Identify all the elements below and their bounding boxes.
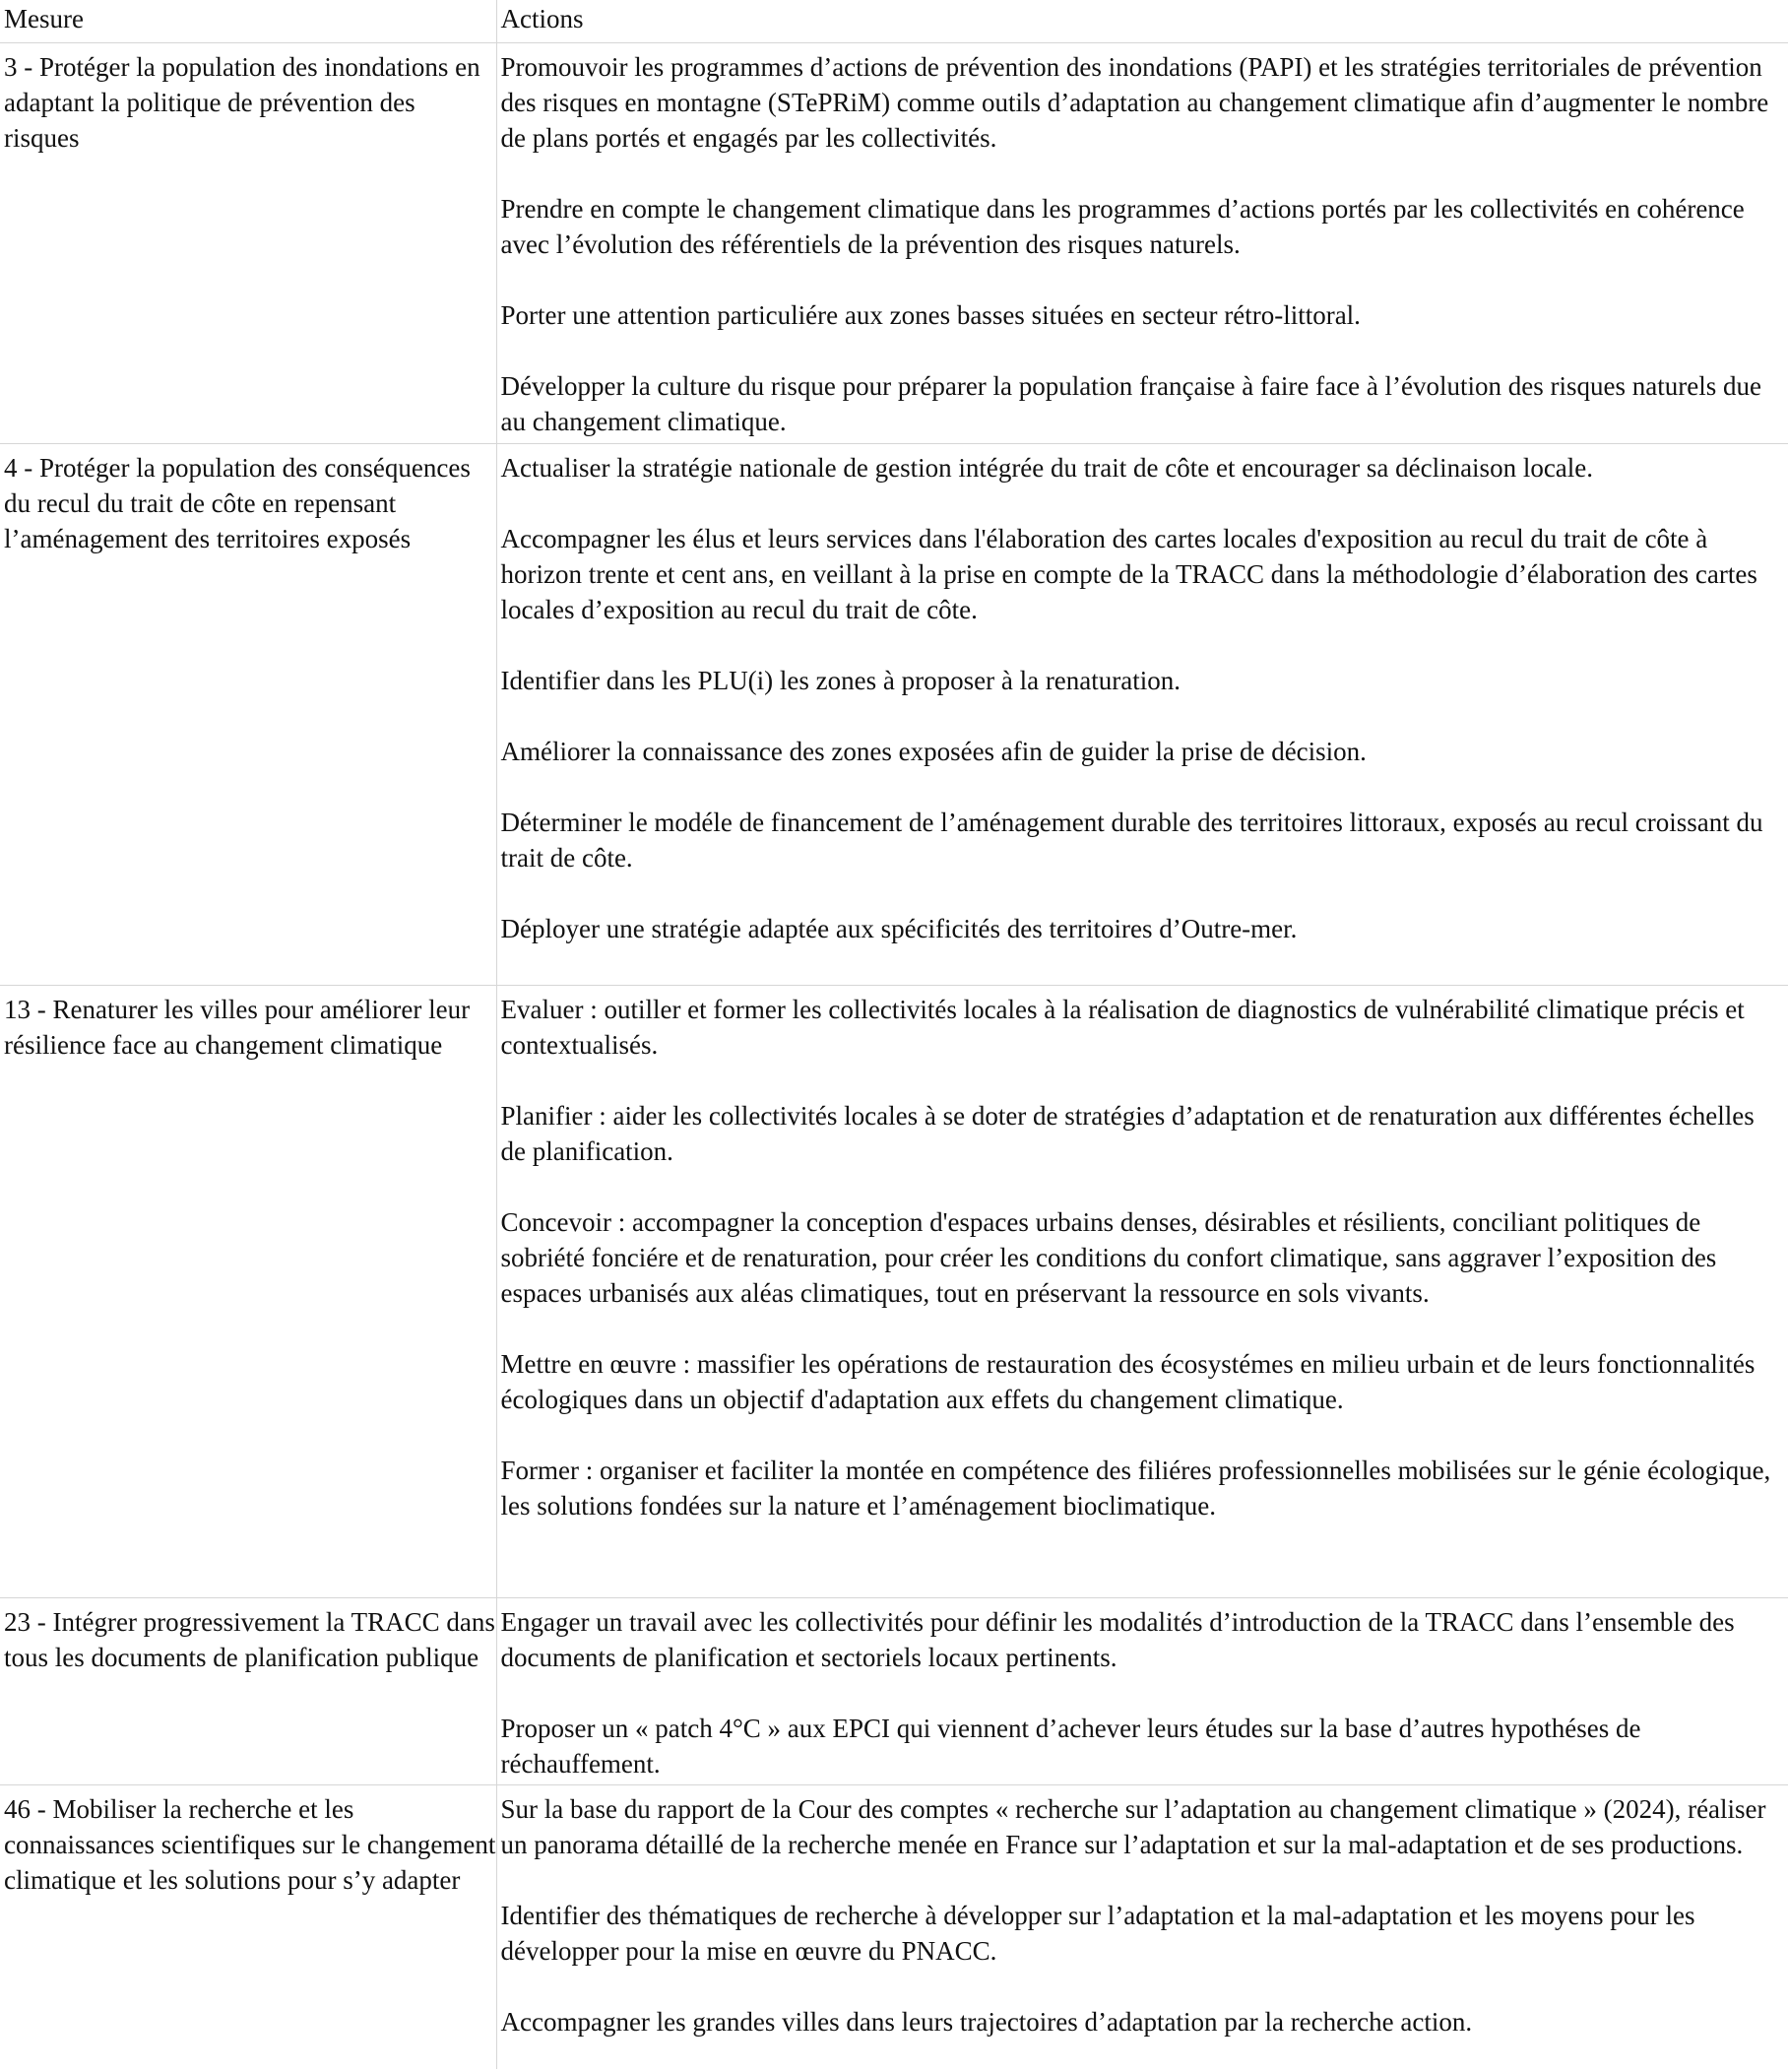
action-item: Prendre en compte le changement climatique dans les programmes d’actions portés par les collectivités en cohérence avec l’évolution des référentiels de la prévention des risques naturels. [500,194,1745,259]
action-item: Actualiser la stratégie nationale de gestion intégrée du trait de côte et encourager sa déclinaison locale. [500,453,1594,483]
header-actions: Actions [496,0,1788,43]
action-item: Concevoir : accompagner la conception d'espaces urbains denses, désirables et résilients, conciliant politiques de sobriété fonciére et de renaturation, pour créer les conditions du confort climatique, sans aggraver l’exposition des espaces urbanisés aux aléas climatiques, tout en préservant la ressource en sols vivants. [500,1207,1717,1308]
header-mesure: Mesure [0,0,496,43]
action-item: Déployer une stratégie adaptée aux spécificités des territoires d’Outre-mer. [500,914,1298,943]
mesure-cell: 46 - Mobiliser la recherche et les connaissances scientifiques sur le changement climatique et les solutions pour s’y adapter [0,1785,496,2069]
table-row [0,43,1788,444]
mesure-cell: 13 - Renaturer les villes pour améliorer leur résilience face au changement climatique [0,986,496,1598]
table-row [0,1785,1788,2069]
table-row [0,444,1788,986]
action-item: Planifier : aider les collectivités locales à se doter de stratégies d’adaptation et de renaturation aux différentes échelles de planification. [500,1101,1755,1166]
actions-cell [496,1598,1788,1785]
table-body [0,43,1788,2069]
actions-cell [496,1785,1788,2069]
action-item: Améliorer la connaissance des zones exposées afin de guider la prise de décision. [500,737,1367,766]
action-item: Evaluer : outiller et former les collectivités locales à la réalisation de diagnostics de vulnérabilité climatique précis et contextualisés. [500,995,1745,1060]
actions-cell [496,444,1788,986]
action-item: Accompagner les élus et leurs services dans l'élaboration des cartes locales d'exposition au recul du trait de côte à horizon trente et cent ans, en veillant à la prise en compte de la TRACC dans la méthodologie d’élaboration des cartes locales d’exposition au recul du trait de côte. [500,524,1757,624]
table-header [0,0,1788,43]
action-item: Déterminer le modéle de financement de l’aménagement durable des territoires littoraux, exposés au recul croissant du trait de côte. [500,808,1763,873]
mesure-cell: 3 - Protéger la population des inondations en adaptant la politique de prévention des risques [0,43,496,444]
action-item: Mettre en œuvre : massifier les opérations de restauration des écosystémes en milieu urbain et de leurs fonctionnalités écologiques dans un objectif d'adaptation aux effets du changement climatique. [500,1349,1756,1414]
action-item: Promouvoir les programmes d’actions de prévention des inondations (PAPI) et les stratégies territoriales de prévention des risques en montagne (STePRiM) comme outils d’adaptation au changement climatique afin d’augmenter le nombre de plans portés et engagés par les collectivités. [500,52,1769,153]
action-item: Identifier des thématiques de recherche à développer sur l’adaptation et la mal-adaptation et les moyens pour les développer pour la mise en œuvre du PNACC. [500,1901,1695,1966]
action-item: Engager un travail avec les collectivités pour définir les modalités d’introduction de la TRACC dans l’ensemble des documents de planification et sectoriels locaux pertinents. [500,1607,1735,1672]
mesure-cell: 23 - Intégrer progressivement la TRACC dans tous les documents de planification publique [0,1598,496,1785]
table-row [0,1598,1788,1785]
header-row [0,0,1788,43]
actions-cell [496,43,1788,444]
table-row [0,986,1788,1598]
action-item: Sur la base du rapport de la Cour des comptes « recherche sur l’adaptation au changement climatique » (2024), réaliser un panorama détaillé de la recherche menée en France sur l’adaptation et sur la mal-adaptation et de ses productions. [500,1794,1766,1859]
action-item: Proposer un « patch 4°C » aux EPCI qui viennent d’achever leurs études sur la base d’autres hypothéses de réchauffement. [500,1714,1641,1779]
mesure-cell: 4 - Protéger la population des conséquences du recul du trait de côte en repensant l’aménagement des territoires exposés [0,444,496,986]
action-item: Porter une attention particuliére aux zones basses situées en secteur rétro-littoral. [500,300,1361,330]
action-item: Former : organiser et faciliter la montée en compétence des filiéres professionnelles mobilisées sur le génie écologique, les solutions fondées sur la nature et l’aménagement bioclimatique. [500,1456,1771,1521]
action-item: Développer la culture du risque pour préparer la population française à faire face à l’évolution des risques naturels due au changement climatique. [500,371,1761,436]
action-item: Accompagner les grandes villes dans leurs trajectoires d’adaptation par la recherche action. [500,2007,1473,2037]
action-item: Identifier dans les PLU(i) les zones à proposer à la renaturation. [500,666,1181,695]
actions-cell [496,986,1788,1598]
